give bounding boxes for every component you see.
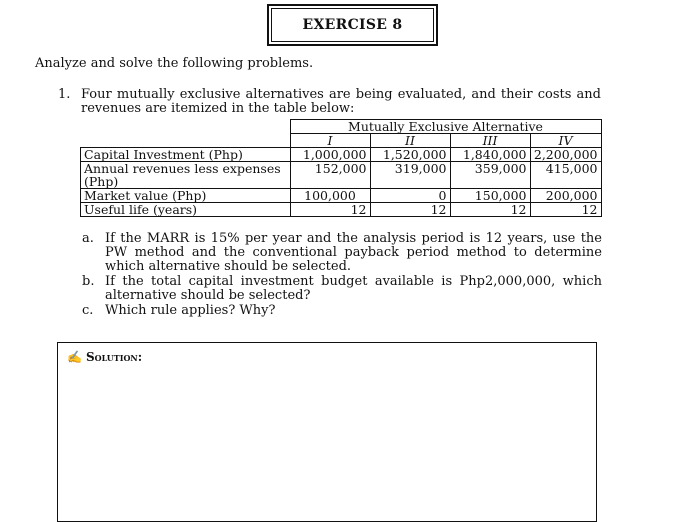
table-row: [81, 162, 602, 189]
table-cell: 1,000,000: [290, 148, 370, 162]
alt-header: IV: [530, 134, 601, 148]
solution-box[interactable]: [57, 342, 597, 522]
alt-header: II: [370, 134, 450, 148]
table-cell: 1,520,000: [370, 148, 450, 162]
solution-label: Solution:: [85, 350, 143, 364]
table-cell: 359,000: [450, 162, 530, 189]
table-group-header-row: [81, 120, 602, 134]
table-cell: 12: [290, 203, 370, 217]
table-row: [81, 203, 602, 217]
table-cell: 2,200,000: [530, 148, 601, 162]
part-b: [82, 275, 602, 303]
intro-text: Analyze and solve the following problems.: [35, 56, 314, 71]
row-label: Capital Investment (Php): [81, 148, 291, 162]
part-a: [82, 232, 602, 274]
table-cell: 150,000: [450, 189, 530, 203]
table-cell: 319,000: [370, 162, 450, 189]
group-header: Mutually Exclusive Alternative: [290, 120, 601, 134]
alt-header: I: [290, 134, 370, 148]
row-label: Useful life (years): [81, 203, 291, 217]
part-c: [82, 304, 602, 318]
row-label: Annual revenues less expenses (Php): [81, 162, 291, 189]
table-cell: 200,000: [530, 189, 601, 203]
exercise-title: EXERCISE 8: [271, 8, 434, 42]
table-row: [81, 189, 602, 203]
part-label: a.: [82, 231, 94, 246]
part-text: If the total capital investment budget available is Php2,000,000, which alternative should be selected?: [105, 274, 602, 303]
alt-header: III: [450, 134, 530, 148]
part-label: c.: [82, 303, 94, 318]
problem-number: 1.: [58, 87, 71, 102]
problem-text: Four mutually exclusive alternatives are being evaluated, and their costs and revenues are itemized in the table below:: [81, 87, 601, 116]
table-cell: 12: [370, 203, 450, 217]
row-label: Market value (Php): [81, 189, 291, 203]
title-box: [267, 4, 438, 46]
table-alternatives-row: [81, 134, 602, 148]
table-cell: 152,000: [290, 162, 370, 189]
problem-parts: [82, 232, 602, 319]
table-cell: 0: [370, 189, 450, 203]
alternatives-table: [80, 119, 602, 217]
solution-heading: [67, 350, 142, 364]
table-cell: 1,840,000: [450, 148, 530, 162]
table-cell: 415,000: [530, 162, 601, 189]
part-text: If the MARR is 15% per year and the analysis period is 12 years, use the PW method and the conventional payback period method to determine which alternative should be selected.: [105, 231, 602, 274]
part-label: b.: [82, 274, 95, 289]
table-cell: 12: [450, 203, 530, 217]
table-cell: 100,000: [290, 189, 370, 203]
table-row: [81, 148, 602, 162]
part-text: Which rule applies? Why?: [105, 303, 276, 318]
table-cell: 12: [530, 203, 601, 217]
pen-writing-icon: ✍: [67, 350, 82, 364]
